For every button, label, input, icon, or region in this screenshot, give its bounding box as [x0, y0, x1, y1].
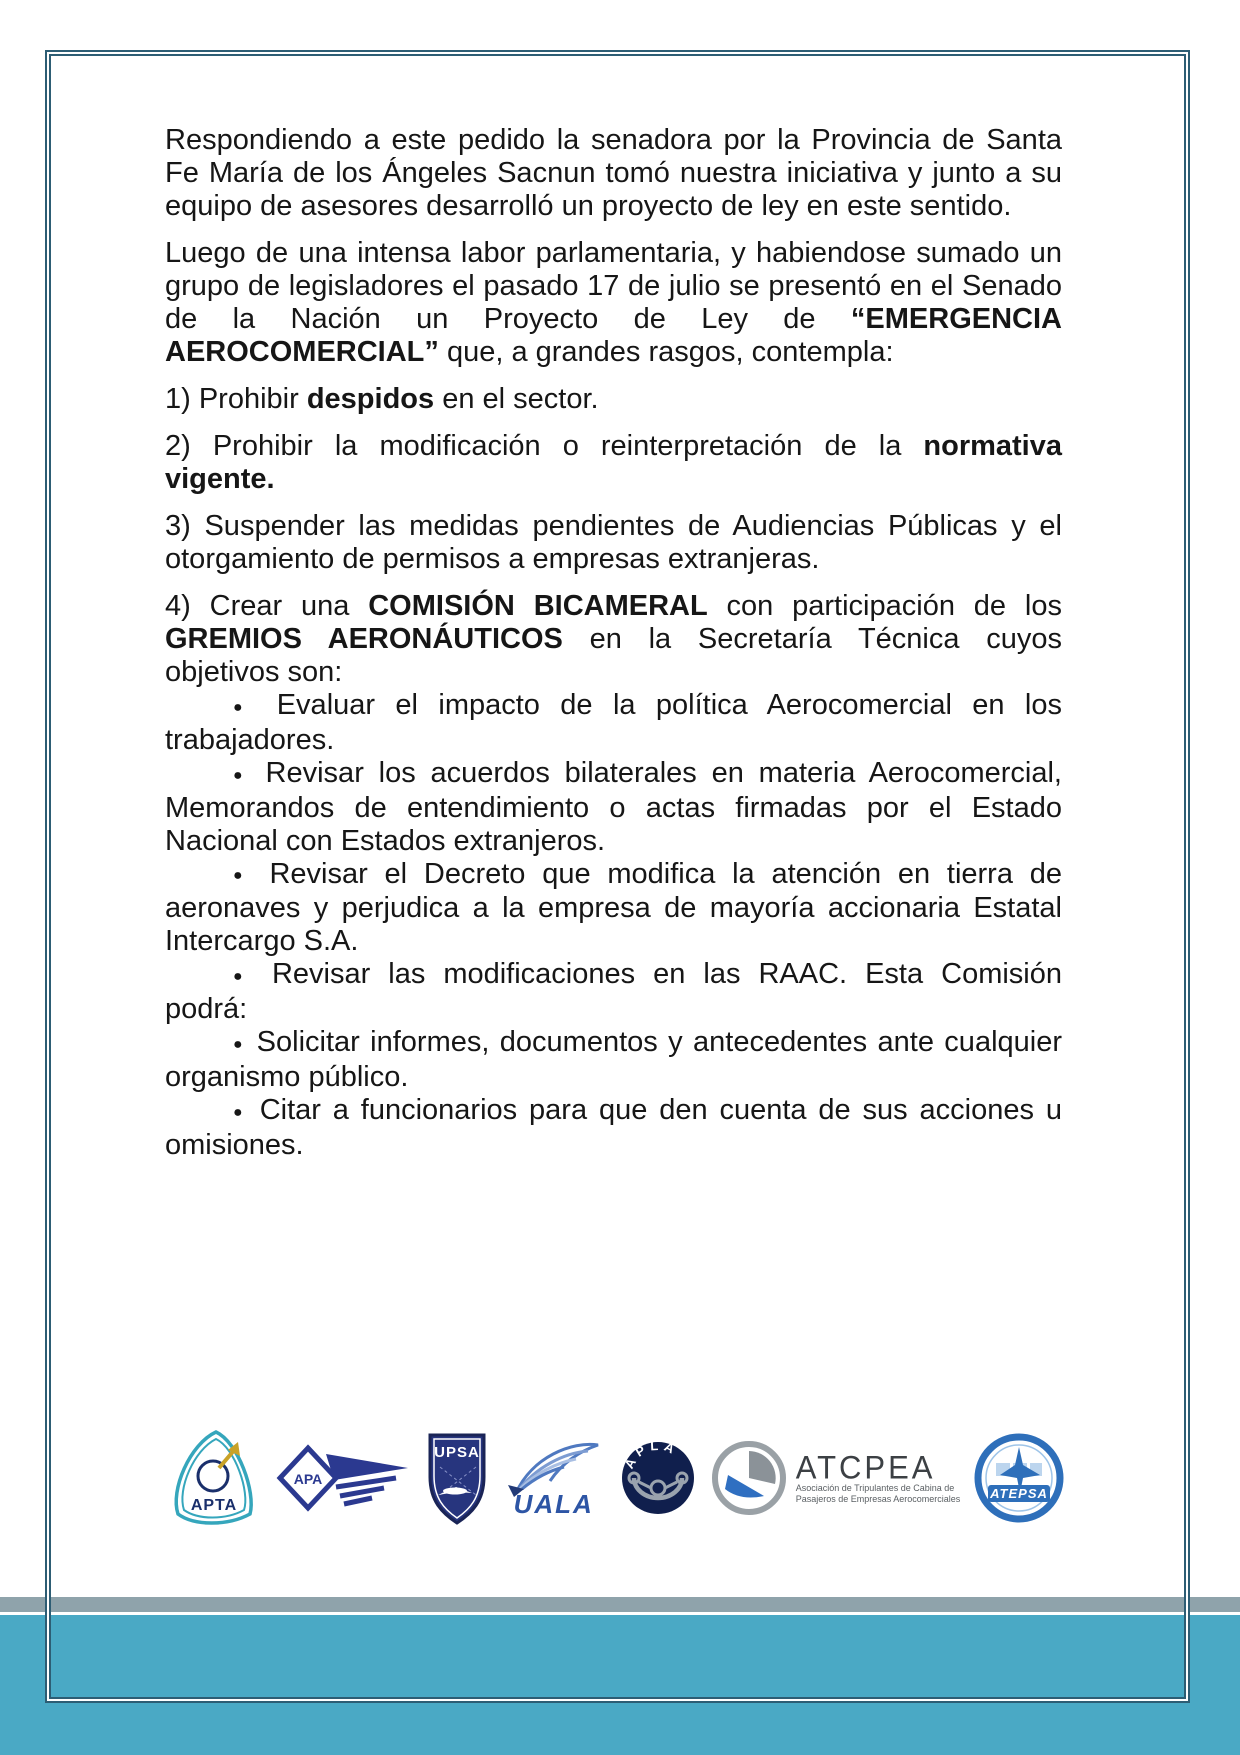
apta-logo: [166, 1426, 262, 1530]
atepsa-plane-icon: [974, 1433, 1064, 1523]
union-logos-row: [160, 1408, 1070, 1548]
bullet-item-revisar-acuerdos: ● Revisar los acuerdos bilaterales en materia Aerocomercial, Memorandos de entendimiento o actas firmadas por el Estado Nacional con Estados extranjeros.: [165, 756, 1062, 857]
upsa-shield-icon: [426, 1429, 488, 1527]
numbered-item-1: 1) Prohibir despidos en el sector.: [165, 383, 599, 415]
bullet-item-revisar-decreto: ● Revisar el Decreto que modifica la atención en tierra de aeronaves y perjudica a la empresa de mayoría accionaria Estatal Intercargo S.A.: [165, 857, 1062, 958]
apla-yoke-icon: [620, 1440, 696, 1516]
atcpea-label: ATCPEA: [795, 1448, 936, 1486]
numbered-item-2: 2) Prohibir la modificación o reinterpretación de la normativa vigente.: [165, 430, 1062, 495]
apa-logo: [276, 1438, 412, 1518]
bullet-item-citar-funcionarios: ● Citar a funcionarios para que den cuenta de sus acciones u omisiones.: [165, 1093, 1062, 1161]
atepsa-label: ATEPSA: [990, 1486, 1049, 1501]
apta-triangle-icon: [166, 1426, 262, 1530]
numbered-item-3: 3) Suspender las medidas pendientes de Audiencias Públicas y el otorgamiento de permisos a empresas extranjeras.: [165, 510, 1062, 575]
apla-label: APLA: [621, 1440, 681, 1472]
atcpea-logo: [710, 1439, 961, 1517]
upsa-logo: [426, 1429, 488, 1527]
atcpea-subtitle-line2: Pasajeros de Empresas Aerocomerciales: [795, 1493, 961, 1504]
numbered-item-4: 4) Crear una COMISIÓN BICAMERAL con participación de los GREMIOS AERONÁUTICOS en la Secretaría Técnica cuyos objetivos son:: [165, 590, 1062, 688]
bullet-item-revisar-raac: ● Revisar las modificaciones en las RAAC. Esta Comisión podrá:: [165, 958, 1062, 1026]
bullet-item-solicitar-informes: ● Solicitar informes, documentos y antecedentes ante cualquier organismo público.: [165, 1026, 1062, 1093]
paragraph-law-project: Luego de una intensa labor parlamentaria, y habiendose sumado un grupo de legisladores el pasado 17 de julio se presentó en el Senado de la Nación un Proyecto de Ley de “EMERGENCIA AEROCOMERCIAL” que, a grandes rasgos, contempla:: [165, 237, 1062, 368]
apta-label: APTA: [190, 1497, 237, 1514]
paragraph-intro: Respondiendo a este pedido la senadora por la Provincia de Santa Fe María de los Ángeles Sacnun tomó nuestra iniciativa y junto a su equipo de asesores desarrolló un proyecto de ley en este sentido.: [165, 124, 1062, 222]
atcpea-subtitle-line1: Asociación de Tripulantes de Cabina de: [795, 1482, 955, 1493]
atcpea-wordmark: [795, 1448, 961, 1505]
upsa-label: UPSA: [433, 1444, 480, 1461]
atepsa-logo: [974, 1433, 1064, 1523]
bullet-item-evaluar-impacto: ● Evaluar el impacto de la política Aerocomercial en los trabajadores.: [165, 689, 1063, 756]
apla-logo: [620, 1440, 696, 1516]
apa-label: APA: [293, 1471, 322, 1487]
uala-label: UALA: [513, 1488, 594, 1519]
uala-logo: [502, 1437, 606, 1520]
apa-wing-icon: [276, 1438, 412, 1518]
document-body: [165, 124, 1062, 1162]
atcpea-circle-icon: [710, 1439, 788, 1517]
